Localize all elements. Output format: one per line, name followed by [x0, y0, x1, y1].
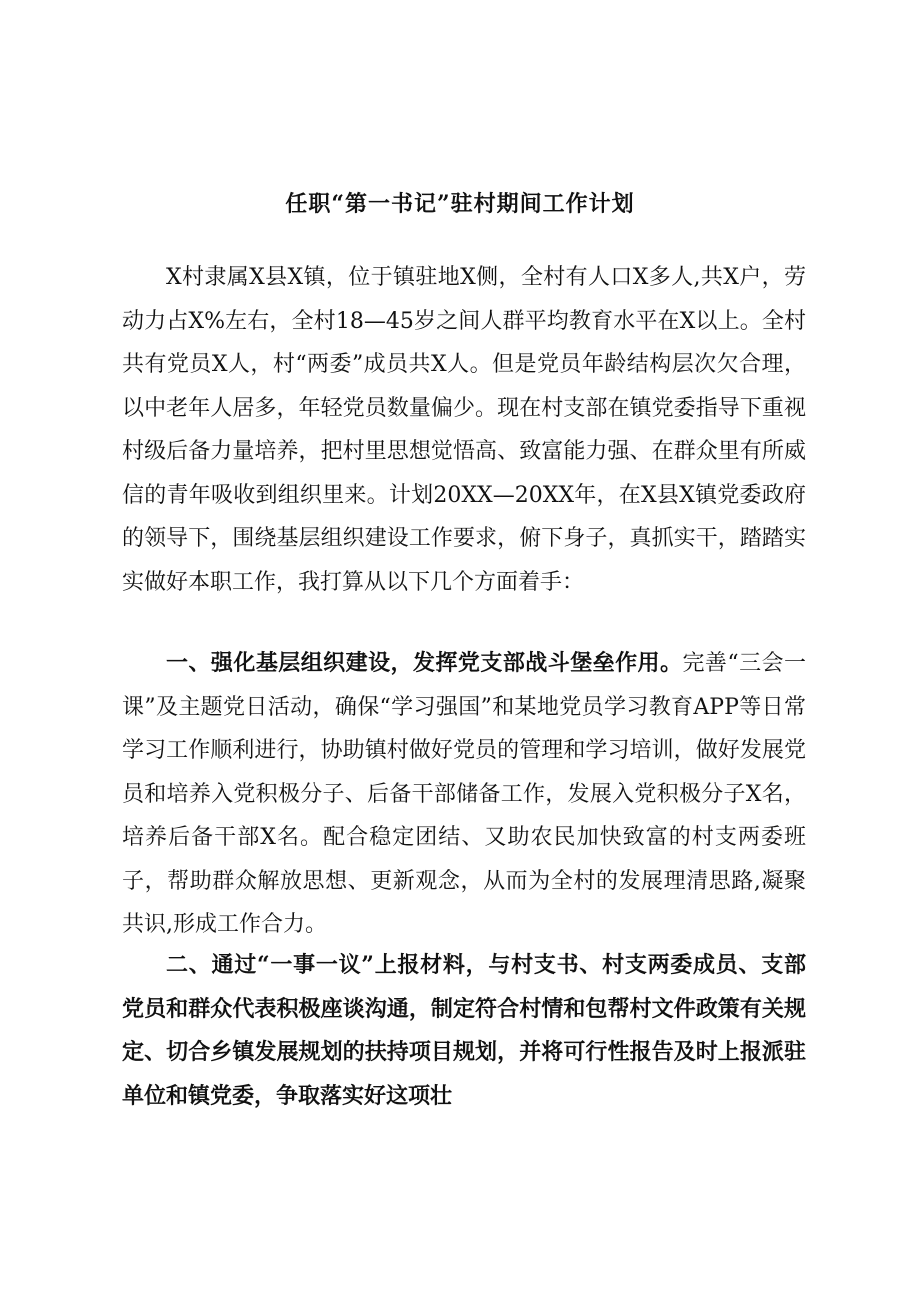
- section-two-heading: 二、通过“一事一议”上报材料，与村支书、村支两委成员、支部党员和群众代表积极座谈沟通，制定符合村情和包帮村文件政策有关规定、切合乡镇发展规划的扶持项目规划，并将可行性报告及时上报派驻单位和镇党委，争取落实好这项壮: [122, 952, 806, 1109]
- paragraph-intro-text: X村隶属X县X镇，位于镇驻地X侧，全村有人口X多人,共X户，劳动力占X%左右，全村18—45岁之间人群平均教育水平在X以上。全村共有党员X人，村“两委”成员共X人。但是党员年龄结构层次欠合理，以中老年人居多，年轻党员数量偏少。现在村支部在镇党委指导下重视村级后备力量培养，把村里思想觉悟高、致富能力强、在群众里有所威信的青年吸收到组织里来。计划20XX—20XX年，在X县X镇党委政府的领导下，围绕基层组织建设工作要求，俯下身子，真抓实干，踏踏实实做好本职工作，我打算从以下几个方面着手：: [122, 265, 806, 595]
- paragraph-section-one: [122, 642, 806, 947]
- section-one-text: 完善“三会一课”及主题党日活动，确保“学习强国”和某地党员学习教育APP等日常学习工作顺利进行，协助镇村做好党员的管理和学习培训，做好发展党员和培养入党积极分子、后备干部储备工作，发展入党积极分子X名，培养后备干部X名。配合稳定团结、又助农民加快致富的村支两委班子，帮助群众解放思想、更新观念，从而为全村的发展理清思路,凝聚共识,形成工作合力。: [122, 651, 806, 937]
- section-one-heading: 一、强化基层组织建设，发挥党支部战斗堡垒作用。: [166, 650, 683, 676]
- paragraph-section-two: [122, 944, 806, 1118]
- document-title: 任职“第一书记”驻村期间工作计划: [285, 191, 635, 217]
- paragraph-intro: [122, 256, 806, 604]
